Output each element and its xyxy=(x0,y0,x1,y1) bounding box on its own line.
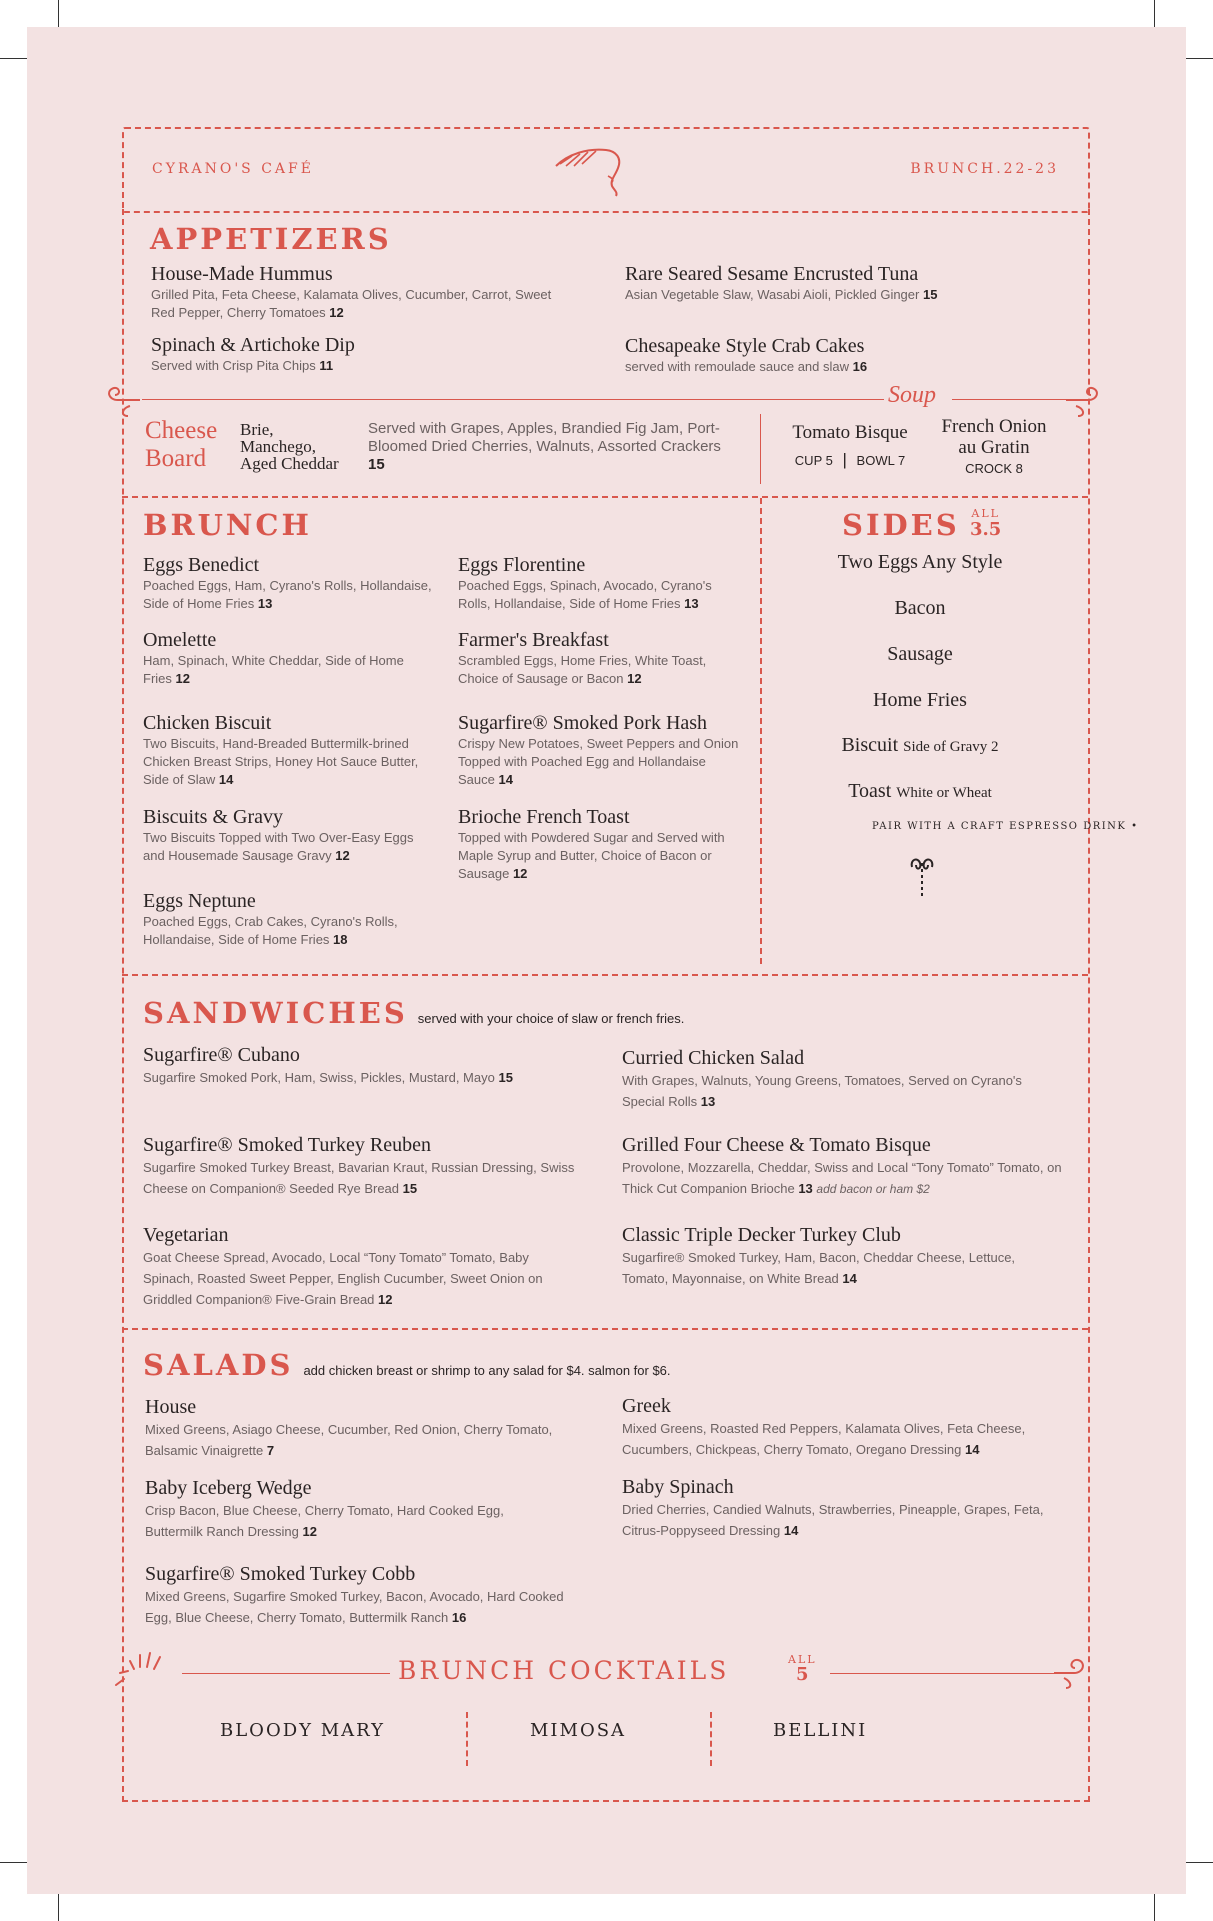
item-price: 12 xyxy=(627,671,642,686)
soup-divider-line xyxy=(952,399,1070,400)
brunch-item xyxy=(458,711,743,789)
item-desc: Topped with Powdered Sugar and Served with Maple Syrup and Butter, Choice of Bacon or Sausage 12 xyxy=(458,830,725,881)
item-name: Brioche French Toast xyxy=(458,806,630,828)
brunch-item xyxy=(143,553,433,613)
item-price: 18 xyxy=(333,932,348,947)
flourish-right-icon xyxy=(1062,374,1106,418)
item-name: Chicken Biscuit xyxy=(143,712,272,734)
crop-mark xyxy=(58,0,59,27)
item-desc: Ham, Spinach, White Cheddar, Side of Home Fries 12 xyxy=(143,653,404,686)
item-name: Omelette xyxy=(143,629,217,651)
item-name: Farmer's Breakfast xyxy=(458,629,609,651)
item-addon: add bacon or ham $2 xyxy=(816,1182,930,1196)
item-price: 12 xyxy=(302,1524,317,1539)
item-price: 11 xyxy=(319,358,334,373)
salad-item xyxy=(145,1476,565,1542)
item-price: 14 xyxy=(842,1271,857,1286)
sandwich-item xyxy=(622,1223,1062,1289)
appetizers-title: APPETIZERS xyxy=(150,222,392,256)
cocktail-divider xyxy=(710,1712,712,1766)
sides-all-price: ALL 3.5 xyxy=(970,507,1002,540)
item-price: 13 xyxy=(684,596,699,611)
item-desc: served with remoulade sauce and slaw 16 xyxy=(625,359,868,374)
item-price: 13 xyxy=(798,1181,813,1196)
menu-code: BRUNCH.22-23 xyxy=(910,161,1059,177)
soup-title: Soup xyxy=(888,382,936,408)
item-price: 15 xyxy=(402,1181,418,1196)
item-name: Baby Spinach xyxy=(622,1476,734,1498)
item-price: 14 xyxy=(218,772,234,787)
cocktail-divider xyxy=(466,1712,468,1766)
sandwiches-title: SANDWICHES served with your choice of slaw or french fries. xyxy=(143,996,685,1030)
brunch-item xyxy=(458,553,743,613)
item-desc: Served with Crisp Pita Chips 11 xyxy=(151,358,334,373)
item-name: Sugarfire® Smoked Pork Hash xyxy=(458,712,708,734)
badge-text: PAIR WITH A CRAFT ESPRESSO DRINK • xyxy=(872,821,1139,832)
salad-item xyxy=(622,1475,1072,1541)
salads-note: add chicken breast or shrimp to any salad for $4. salmon for $6. xyxy=(303,1363,671,1378)
item-name: Eggs Neptune xyxy=(143,890,256,912)
item-price: 13 xyxy=(700,1094,716,1109)
cocktail-item: BLOODY MARY xyxy=(220,1720,386,1741)
espresso-icon xyxy=(912,860,933,899)
sandwich-item xyxy=(143,1043,583,1088)
item-desc: Mixed Greens, Roasted Red Peppers, Kalamata Olives, Feta Cheese, Cucumbers, Chickpeas, Cherry Tomato, Oregano Dressing 14 xyxy=(622,1421,1026,1457)
item-price: 15 xyxy=(922,287,938,302)
item-price: 7 xyxy=(266,1443,275,1458)
item-name: Biscuits & Gravy xyxy=(143,806,283,828)
item-name: Spinach & Artichoke Dip xyxy=(151,334,355,356)
brunch-item xyxy=(458,628,743,688)
item-name: Sugarfire® Smoked Turkey Cobb xyxy=(145,1563,416,1585)
item-desc: Poached Eggs, Spinach, Avocado, Cyrano's Rolls, Hollandaise, Side of Home Fries 13 xyxy=(458,578,712,611)
item-name: Classic Triple Decker Turkey Club xyxy=(622,1224,901,1246)
cheese-board-title: Cheese Board xyxy=(145,417,218,472)
item-name: Chesapeake Style Crab Cakes xyxy=(625,335,865,357)
item-desc: Two Biscuits, Hand-Breaded Buttermilk-brined Chicken Breast Strips, Honey Hot Sauce Butter, Side of Slaw 14 xyxy=(143,736,419,787)
sandwich-item xyxy=(143,1133,583,1199)
appetizer-item xyxy=(625,262,1055,304)
item-name: Vegetarian xyxy=(143,1224,229,1246)
item-desc: Poached Eggs, Ham, Cyrano's Rolls, Hollandaise, Side of Home Fries 13 xyxy=(143,578,432,611)
brunch-item xyxy=(143,628,433,688)
cocktail-item: MIMOSA xyxy=(530,1720,627,1741)
item-name: Rare Seared Sesame Encrusted Tuna xyxy=(625,263,919,285)
cafe-name: CYRANO'S CAFÉ xyxy=(152,161,314,177)
item-price: 12 xyxy=(175,671,190,686)
soup-item-tomato: Tomato Bisque CUP 5 | BOWL 7 xyxy=(792,422,908,469)
side-item: Toast White or Wheat xyxy=(848,780,992,802)
salad-item xyxy=(145,1562,565,1628)
item-desc: Sugarfire® Smoked Turkey, Ham, Bacon, Cheddar Cheese, Lettuce, Tomato, Mayonnaise, on White Bread 14 xyxy=(622,1250,1016,1286)
item-desc: Dried Cherries, Candied Walnuts, Strawberries, Pineapple, Grapes, Feta, Citrus-Poppyseed Dressing 14 xyxy=(622,1502,1044,1538)
side-item: Bacon xyxy=(894,597,946,619)
item-name: Eggs Florentine xyxy=(458,554,586,576)
sunburst-icon xyxy=(110,1645,190,1695)
item-name: Baby Iceberg Wedge xyxy=(145,1477,312,1499)
cheese-list: Brie, Manchego, Aged Cheddar xyxy=(240,420,339,473)
side-item: Two Eggs Any Style xyxy=(837,551,1003,573)
item-price: 12 xyxy=(335,848,350,863)
item-desc: Asian Vegetable Slaw, Wasabi Aioli, Pickled Ginger 15 xyxy=(625,287,938,302)
item-price: 15 xyxy=(368,456,385,473)
cheese-board-desc: Served with Grapes, Apples, Brandied Fig Jam, Port-Bloomed Dried Cherries, Walnuts, Assorted Crackers 15 xyxy=(368,420,721,473)
item-name: Eggs Benedict xyxy=(143,554,260,576)
cocktail-item: BELLINI xyxy=(773,1720,868,1741)
soup-divider-line xyxy=(142,399,884,400)
section-divider xyxy=(122,974,1088,976)
sandwiches-note: served with your choice of slaw or french fries. xyxy=(417,1011,685,1026)
item-name: Grilled Four Cheese & Tomato Bisque xyxy=(622,1134,931,1156)
sandwich-item xyxy=(622,1133,1062,1200)
brunch-item xyxy=(143,711,433,789)
item-desc: Crisp Bacon, Blue Cheese, Cherry Tomato, Hard Cooked Egg, Buttermilk Ranch Dressing 12 xyxy=(145,1503,504,1539)
side-item: Biscuit Side of Gravy 2 xyxy=(841,734,999,756)
item-price: 16 xyxy=(451,1610,467,1625)
item-desc: Sugarfire Smoked Pork, Ham, Swiss, Pickles, Mustard, Mayo 15 xyxy=(143,1070,513,1085)
brunch-item xyxy=(458,805,743,883)
item-name: Greek xyxy=(622,1395,671,1417)
brunch-title: BRUNCH xyxy=(143,508,312,542)
flourish-right-icon xyxy=(1052,1654,1092,1694)
item-price: 15 xyxy=(498,1070,513,1085)
brunch-item xyxy=(143,889,433,949)
sandwich-item xyxy=(622,1046,1062,1112)
column-divider xyxy=(760,414,761,484)
salad-item xyxy=(145,1395,565,1461)
appetizer-item xyxy=(625,334,1055,376)
section-divider xyxy=(122,496,1088,498)
item-desc: Mixed Greens, Sugarfire Smoked Turkey, Bacon, Avocado, Hard Cooked Egg, Blue Cheese, Cherry Tomato, Buttermilk Ranch 16 xyxy=(145,1589,564,1625)
item-name: House xyxy=(145,1396,197,1418)
item-desc: Grilled Pita, Feta Cheese, Kalamata Olives, Cucumber, Carrot, Sweet Red Pepper, Cherry Tomatoes 12 xyxy=(151,287,552,320)
item-desc: Scrambled Eggs, Home Fries, White Toast, Choice of Sausage or Bacon 12 xyxy=(458,653,707,686)
cocktails-divider-line xyxy=(830,1673,1060,1674)
salad-item xyxy=(622,1394,1072,1460)
item-desc: Two Biscuits Topped with Two Over-Easy Eggs and Housemade Sausage Gravy 12 xyxy=(143,830,414,863)
brunch-item xyxy=(143,805,433,865)
flourish-left-icon xyxy=(100,374,144,418)
soup-item-french-onion: French Onion au Gratin CROCK 8 xyxy=(941,416,1047,476)
item-name: House-Made Hummus xyxy=(151,263,333,285)
item-desc: Mixed Greens, Asiago Cheese, Cucumber, Red Onion, Cherry Tomato, Balsamic Vinaigrette 7 xyxy=(145,1422,553,1458)
item-name: Sugarfire® Smoked Turkey Reuben xyxy=(143,1134,431,1156)
item-desc: With Grapes, Walnuts, Young Greens, Tomatoes, Served on Cyrano's Special Rolls 13 xyxy=(622,1073,1022,1109)
item-desc: Crispy New Potatoes, Sweet Peppers and Onion Topped with Poached Egg and Hollandaise Sauce 14 xyxy=(458,736,739,787)
crop-mark xyxy=(1154,0,1155,27)
espresso-badge xyxy=(872,821,1139,929)
cyrano-logo-icon xyxy=(552,140,632,198)
item-price: 16 xyxy=(852,359,868,374)
side-item: Home Fries xyxy=(873,689,967,711)
salads-title: SALADS add chicken breast or shrimp to any salad for $4. salmon for $6. xyxy=(143,1348,671,1382)
appetizer-item xyxy=(151,333,571,375)
sides-title: SIDES xyxy=(842,508,960,542)
item-price: 12 xyxy=(329,305,344,320)
item-name: Curried Chicken Salad xyxy=(622,1047,805,1069)
sandwich-item xyxy=(143,1223,583,1310)
item-price: 14 xyxy=(783,1523,799,1538)
item-price: 14 xyxy=(964,1442,980,1457)
item-name: Sugarfire® Cubano xyxy=(143,1044,300,1066)
cocktails-divider-line xyxy=(182,1673,390,1674)
cocktails-title: BRUNCH COCKTAILS xyxy=(398,1656,730,1685)
section-divider xyxy=(122,1328,1088,1330)
item-price: 12 xyxy=(378,1292,393,1307)
cocktails-all-price: ALL 5 xyxy=(788,1653,817,1685)
item-price: 13 xyxy=(257,596,273,611)
side-item: Sausage xyxy=(887,643,953,665)
item-desc: Sugarfire Smoked Turkey Breast, Bavarian Kraut, Russian Dressing, Swiss Cheese on Companion® Seeded Rye Bread 15 xyxy=(143,1160,575,1196)
item-desc: Provolone, Mozzarella, Cheddar, Swiss and Local “Tony Tomato” Tomato, on Thick Cut Companion Brioche 13 add bacon or ham $2 xyxy=(622,1160,1062,1196)
appetizer-item xyxy=(151,262,571,322)
item-desc: Poached Eggs, Crab Cakes, Cyrano's Rolls, Hollandaise, Side of Home Fries 18 xyxy=(143,914,398,947)
item-price: 14 xyxy=(498,772,513,787)
item-price: 12 xyxy=(512,866,528,881)
item-desc: Goat Cheese Spread, Avocado, Local “Tony Tomato” Tomato, Baby Spinach, Roasted Sweet Pepper, English Cucumber, Sweet Onion on Griddled Companion® Five-Grain Bread 12 xyxy=(143,1250,543,1307)
